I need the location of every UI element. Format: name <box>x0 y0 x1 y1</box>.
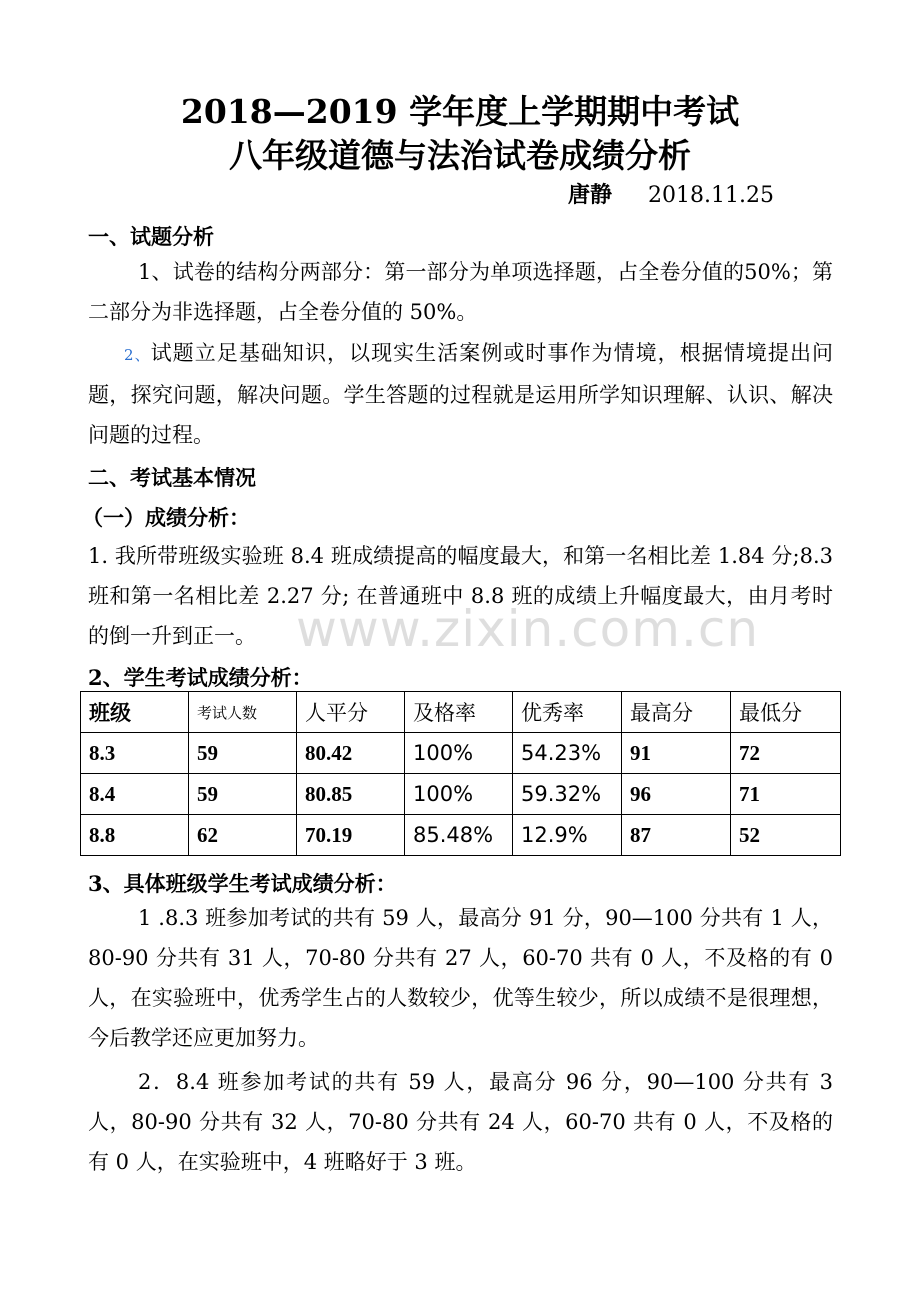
section3-paragraph2: 2．8.4 班参加考试的共有 59 人，最高分 96 分，90—100 分共有 3 人，80-90 分共有 32 人，70-80 分共有 24 人，60-70 共有 0 人，不及格的有 0 人，在实验班中，4 班略好于 3 班。 <box>88 1070 833 1174</box>
table-cell: 12.9% <box>513 815 622 856</box>
watermark: www.zixin.com.cn <box>296 600 760 658</box>
section2-subheading-student-scores: 2、学生考试成绩分析： <box>88 665 313 690</box>
table-header-cell: 优秀率 <box>513 692 622 733</box>
table-cell: 8.4 <box>81 774 189 815</box>
byline <box>568 178 774 209</box>
section1-paragraph2 <box>88 333 833 455</box>
table-row <box>81 774 841 815</box>
table-header-cell: 考试人数 <box>189 692 297 733</box>
document-title-line1: 2018—2019 学年度上学期期中考试 <box>180 92 740 131</box>
table-header-row <box>81 692 841 733</box>
paragraph-number: 2、 <box>124 346 151 364</box>
section3-heading: 3、具体班级学生考试成绩分析： <box>88 871 397 896</box>
table-cell: 85.48% <box>405 815 513 856</box>
table-cell: 100% <box>405 774 513 815</box>
table-cell: 59 <box>189 774 297 815</box>
table-cell: 91 <box>622 733 731 774</box>
document-date: 2018.11.25 <box>648 183 774 208</box>
table-cell: 71 <box>731 774 841 815</box>
table-cell: 96 <box>622 774 731 815</box>
section2-subheading-scores: （一）成绩分析： <box>82 505 250 530</box>
table-header-cell: 及格率 <box>405 692 513 733</box>
table-cell: 70.19 <box>297 815 405 856</box>
table-cell: 8.3 <box>81 733 189 774</box>
table-cell: 59.32% <box>513 774 622 815</box>
table-header-cell: 人平分 <box>297 692 405 733</box>
table-cell: 87 <box>622 815 731 856</box>
table-cell: 52 <box>731 815 841 856</box>
section2-heading: 二、考试基本情况 <box>88 465 256 490</box>
table-row <box>81 815 841 856</box>
table-header-cell: 班级 <box>81 692 189 733</box>
table-cell: 54.23% <box>513 733 622 774</box>
section2-paragraph1: 1. 我所带班级实验班 8.4 班成绩提高的幅度最大，和第一名相比差 1.84 分;8.3 班和第一名相比差 2.27 分; 在普通班中 8.8 班的成绩上升幅度最大，由月考时的倒一升到正一。 <box>88 544 833 648</box>
section3-paragraph1: 1 .8.3 班参加考试的共有 59 人，最高分 91 分，90—100 分共有 1 人，80-90 分共有 31 人，70-80 分共有 27 人，60-70 共有 0 人，不及格的有 0 人，在实验班中，优秀学生占的人数较少，优等生较少，所以成绩不是很理想，今后教学还应更加努力。 <box>88 906 833 1050</box>
table-cell: 62 <box>189 815 297 856</box>
table-cell: 8.8 <box>81 815 189 856</box>
table-header-cell: 最低分 <box>731 692 841 733</box>
score-table <box>80 691 841 856</box>
section1-paragraph1: 1、试卷的结构分两部分：第一部分为单项选择题，占全卷分值的50%；第二部分为非选择题，占全卷分值的 50%。 <box>88 260 833 324</box>
table-header-cell: 最高分 <box>622 692 731 733</box>
section1-heading: 一、试题分析 <box>88 224 214 249</box>
table-cell: 100% <box>405 733 513 774</box>
table-cell: 80.85 <box>297 774 405 815</box>
author-name: 唐静 <box>568 182 613 208</box>
table-cell: 72 <box>731 733 841 774</box>
document-title-line2: 八年级道德与法治试卷成绩分析 <box>229 136 691 175</box>
table-cell: 80.42 <box>297 733 405 774</box>
section1-paragraph2-text: 试题立足基础知识，以现实生活案例或时事作为情境，根据情境提出问题，探究问题，解决问题。学生答题的过程就是运用所学知识理解、认识、解决问题的过程。 <box>88 341 834 447</box>
table-row <box>81 733 841 774</box>
table-cell: 59 <box>189 733 297 774</box>
